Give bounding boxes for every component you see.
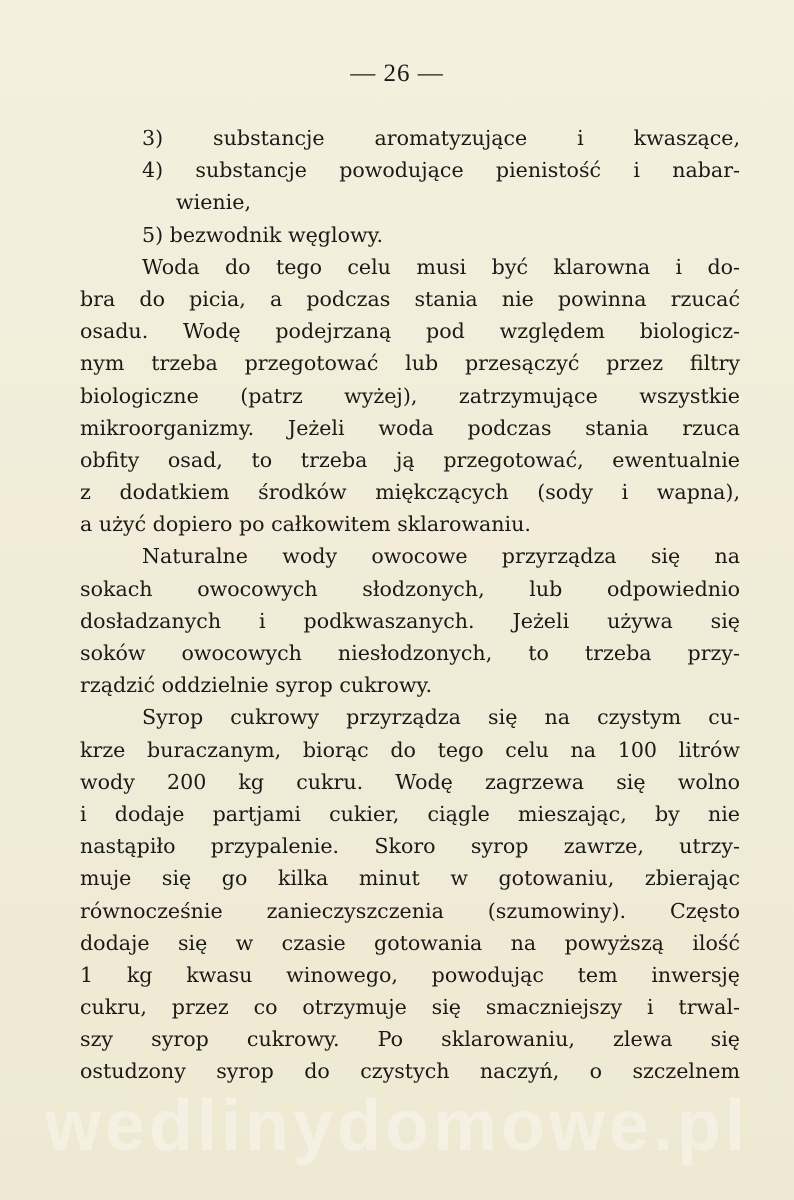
paragraph-line: krze buraczanym, biorąc do tego celu na 100 litrów — [80, 737, 740, 762]
list-item-5: 5) bezwodnik węglowy. — [142, 222, 384, 247]
paragraph-line: bra do picia, a podczas stania nie powinna rzucać — [80, 286, 740, 311]
paragraph-line: szy syrop cukrowy. Po sklarowaniu, zlewa się — [80, 1027, 740, 1052]
list-item-4-continuation: wienie, — [176, 190, 251, 215]
paragraph-line: Syrop cukrowy przyrządza się na czystym cu- — [142, 705, 740, 730]
paragraph-line: dodaje się w czasie gotowania na powyższą ilość — [80, 930, 740, 955]
paragraph-line: nym trzeba przegotować lub przesączyć przez filtry — [80, 351, 740, 376]
paragraph-line: ostudzony syrop do czystych naczyń, o szczelnem — [80, 1059, 740, 1084]
paragraph-line: wody 200 kg cukru. Wodę zagrzewa się wolno — [80, 769, 740, 794]
paragraph-line: i dodaje partjami cukier, ciągle mieszając, by nie — [80, 801, 740, 826]
paragraph-line: soków owocowych niesłodzonych, to trzeba przy- — [80, 641, 740, 665]
paragraph-line: nastąpiło przypalenie. Skoro syrop zawrze, utrzy- — [80, 834, 740, 859]
paragraph-line: obfity osad, to trzeba ją przegotować, ewentualnie — [80, 447, 740, 472]
paragraph-line: a użyć dopiero po całkowitem sklarowaniu. — [80, 512, 531, 537]
page-number: — 26 — — [350, 60, 444, 87]
list-item-3: 3) substancje aromatyzujące i kwaszące, — [142, 126, 740, 150]
paragraph-line: mikroorganizmy. Jeżeli woda podczas stania rzuca — [80, 415, 740, 440]
paragraph-line: z dodatkiem środków miękczących (sody i wapna), — [80, 480, 740, 505]
paragraph-line: Woda do tego celu musi być klarowna i do- — [142, 254, 740, 279]
paragraph-line: rządzić oddzielnie syrop cukrowy. — [80, 673, 432, 698]
paragraph-line: biologiczne (patrz wyżej), zatrzymujące wszystkie — [80, 383, 740, 408]
paragraph-line: muje się go kilka minut w gotowaniu, zbierając — [80, 866, 740, 891]
paragraph-line: 1 kg kwasu winowego, powodując tem inwersję — [80, 962, 740, 987]
paragraph-line: równocześnie zanieczyszczenia (szumowiny). Często — [80, 898, 740, 923]
body-text — [80, 122, 740, 1088]
paragraph-line: osadu. Wodę podejrzaną pod względem biologicz- — [80, 319, 740, 344]
watermark: wedlinydomowe.pl — [44, 1086, 750, 1166]
paragraph-line: Naturalne wody owocowe przyrządza się na — [142, 544, 740, 569]
paragraph-line: cukru, przez co otrzymuje się smaczniejszy i trwal- — [80, 995, 740, 1020]
paragraph-line: sokach owocowych słodzonych, lub odpowiednio — [80, 576, 740, 601]
list-item-4: 4) substancje powodujące pienistość i nabar- — [142, 158, 740, 183]
paragraph-line: dosładzanych i podkwaszanych. Jeżeli używa się — [80, 608, 740, 633]
